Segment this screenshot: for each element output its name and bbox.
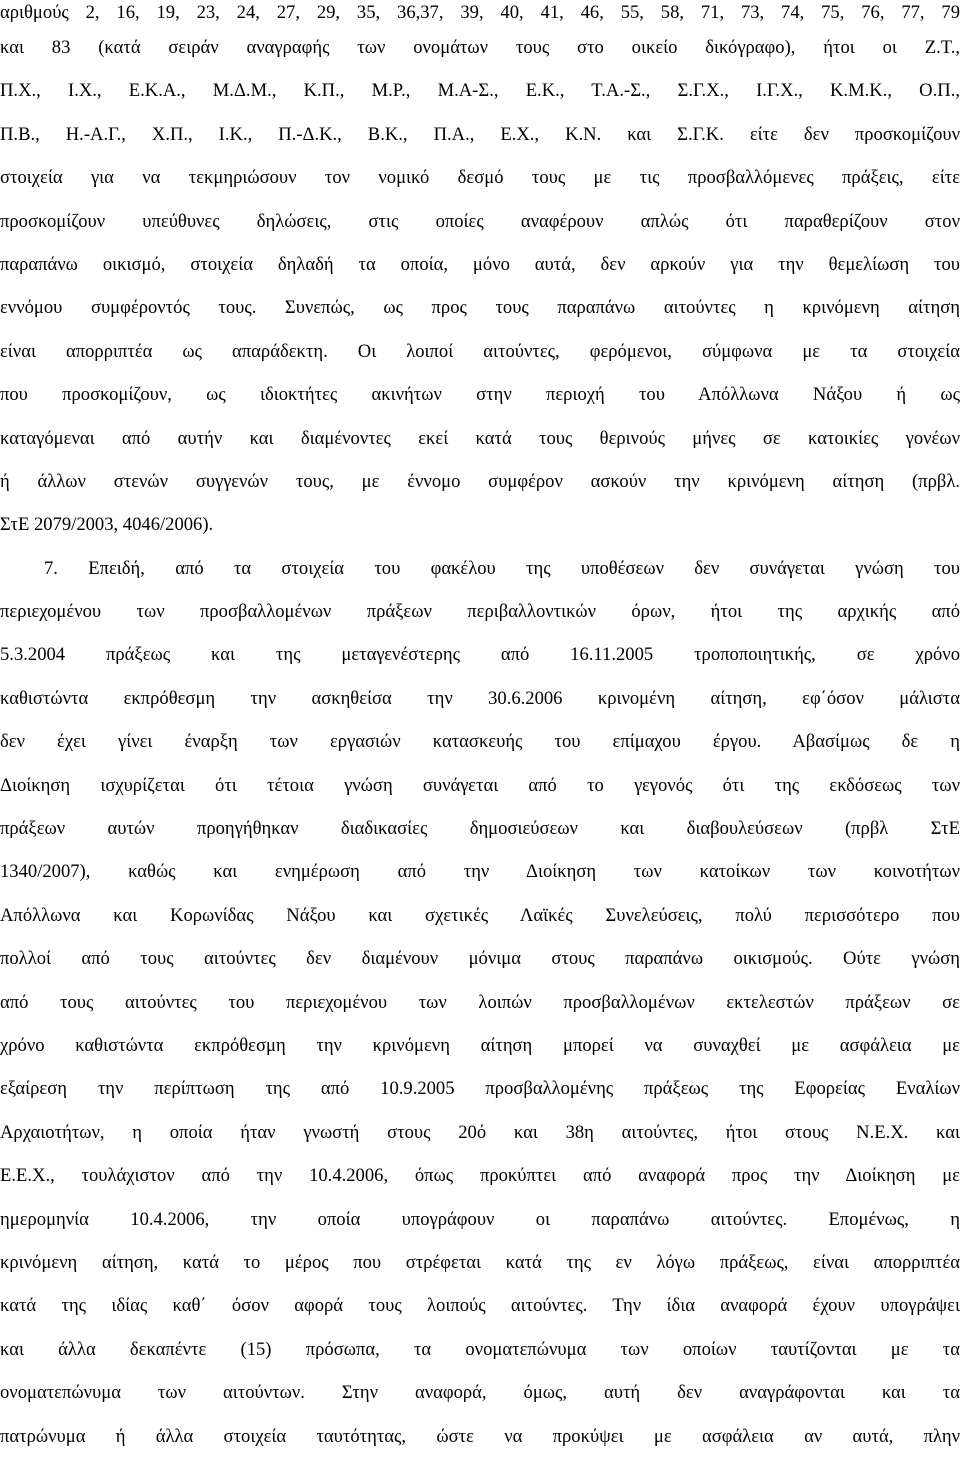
text-line: 1340/2007), καθώς και ενημέρωση από την Διοίκηση των κατοίκων των κοινοτήτων: [0, 861, 960, 883]
paragraph-7-start: 7. Επειδή, από τα στοιχεία του φακέλου της υποθέσεων δεν συνάγεται γνώση του: [44, 557, 960, 579]
text-line: χρόνο καθιστώντα εκπρόθεσμη την κρινόμενη αίτηση μπορεί να συναχθεί με ασφάλεια με: [0, 1034, 960, 1056]
text-line: δεν έχει γίνει έναρξη των εργασιών κατασκευής του επίμαχου έργου. Αβασίμως δε η: [0, 731, 960, 753]
text-line: 5.3.2004 πράξεως και της μεταγενέστερης από 16.11.2005 τροποποιητικής, σε χρόνο: [0, 644, 960, 666]
text-line: και 83 (κατά σειράν αναγραφής των ονομάτων τους στο οικείο δικόγραφο), ήτοι οι Ζ.Τ.,: [0, 37, 960, 58]
text-line: ή άλλων στενών συγγενών τους, με έννομο συμφέρον ασκούν την κρινόμενη αίτηση (πρβλ.: [0, 470, 960, 492]
text-line: Ε.Ε.Χ., τουλάχιστον από την 10.4.2006, όπως προκύπτει από αναφορά προς την Διοίκηση με: [0, 1165, 960, 1187]
text-line: ημερομηνία 10.4.2006, την οποία υπογράφουν οι παραπάνω αιτούντες. Επομένως, η: [0, 1208, 960, 1230]
text-line: κρινόμενη αίτηση, κατά το μέρος που στρέφεται κατά της εν λόγω πράξεως, είναι απορριπτέα: [0, 1251, 960, 1273]
text-line: πράξεων αυτών προηγήθηκαν διαδικασίες δημοσιεύσεων και διαβουλεύσεων (πρβλ ΣτΕ: [0, 818, 960, 840]
text-line: Απόλλωνα και Κορωνίδας Νάξου και σχετικές Λαϊκές Συνελεύσεις, πολύ περισσότερο που: [0, 904, 960, 926]
text-line: ονοματεπώνυμα των αιτούντων. Στην αναφορά, όμως, αυτή δεν αναγράφονται και τα: [0, 1382, 960, 1404]
text-line: Αρχαιοτήτων, η οποία ήταν γνωστή στους 20ό και 38η αιτούντες, ήτοι στους Ν.Ε.Χ. και: [0, 1121, 960, 1143]
text-line: Διοίκηση ισχυρίζεται ότι τέτοια γνώση συνάγεται από το γεγονός ότι της εκδόσεως των: [0, 774, 960, 796]
text-line: προσκομίζουν υπεύθυνες δηλώσεις, στις οποίες αναφέρουν απλώς ότι παραθερίζουν στον: [0, 210, 960, 232]
text-line: και άλλα δεκαπέντε (15) πρόσωπα, τα ονοματεπώνυμα των οποίων ταυτίζονται με τα: [0, 1338, 960, 1360]
text-line: από τους αιτούντες του περιεχομένου των λοιπών προσβαλλομένων εκτελεστών πράξεων σε: [0, 991, 960, 1013]
text-line: παραπάνω οικισμό, στοιχεία δηλαδή τα οποία, μόνο αυτά, δεν αρκούν για την θεμελίωση του: [0, 253, 960, 275]
text-line: καθιστώντα εκπρόθεσμη την ασκηθείσα την 30.6.2006 κρινομένη αίτηση, εφ΄όσον μάλιστα: [0, 687, 960, 709]
text-line: αριθμούς 2, 16, 19, 23, 24, 27, 29, 35, 36,37, 39, 40, 41, 46, 55, 58, 71, 73, 74, 75, 76, 77, 79: [0, 2, 960, 23]
text-line: που προσκομίζουν, ως ιδιοκτήτες ακινήτων στην περιοχή του Απόλλωνα Νάξου ή ως: [0, 384, 960, 406]
text-line: πατρώνυμα ή άλλα στοιχεία ταυτότητας, ώστε να προκύψει με ασφάλεια αν αυτά, πλην: [0, 1425, 960, 1447]
text-line: εξαίρεση την περίπτωση της από 10.9.2005 προσβαλλομένης πράξεως της Εφορείας Εναλίων: [0, 1078, 960, 1100]
text-line: Π.Χ., Ι.Χ., Ε.Κ.Α., Μ.Δ.Μ., Κ.Π., Μ.Ρ., Μ.Α-Σ., Ε.Κ., Τ.Α.-Σ., Σ.Γ.Χ., Ι.Γ.Χ., Κ.Μ.Κ., Ο.Π.,: [0, 80, 960, 102]
text-line: κατά της ιδίας καθ΄ όσον αφορά τους λοιπούς αιτούντες. Την ίδια αναφορά έχουν υπογράψει: [0, 1295, 960, 1317]
text-line: ΣτΕ 2079/2003, 4046/2006).: [0, 514, 214, 536]
text-line: καταγόμεναι από αυτήν και διαμένοντες εκεί κατά τους θερινούς μήνες σε κατοικίες γονέων: [0, 427, 960, 449]
text-line: πολλοί από τους αιτούντες δεν διαμένουν μόνιμα στους παραπάνω οικισμούς. Ούτε γνώση: [0, 948, 960, 970]
text-line: είναι απορριπτέα ως απαράδεκτη. Οι λοιποί αιτούντες, φερόμενοι, σύμφωνα με τα στοιχεία: [0, 340, 960, 362]
text-line: Π.Β., Η.-Α.Γ., Χ.Π., Ι.Κ., Π.-Δ.Κ., Β.Κ., Π.Α., Ε.Χ., Κ.Ν. και Σ.Γ.Κ. είτε δεν προσκομίζουν: [0, 123, 960, 145]
text-line: εννόμου συμφέροντός τους. Συνεπώς, ως προς τους παραπάνω αιτούντες η κρινόμενη αίτηση: [0, 297, 960, 319]
text-line: στοιχεία για να τεκμηριώσουν τον νομικό δεσμό τους με τις προσβαλλόμενες πράξεις, είτε: [0, 167, 960, 189]
text-line: περιεχομένου των προσβαλλομένων πράξεων περιβαλλοντικών όρων, ήτοι της αρχικής από: [0, 601, 960, 623]
